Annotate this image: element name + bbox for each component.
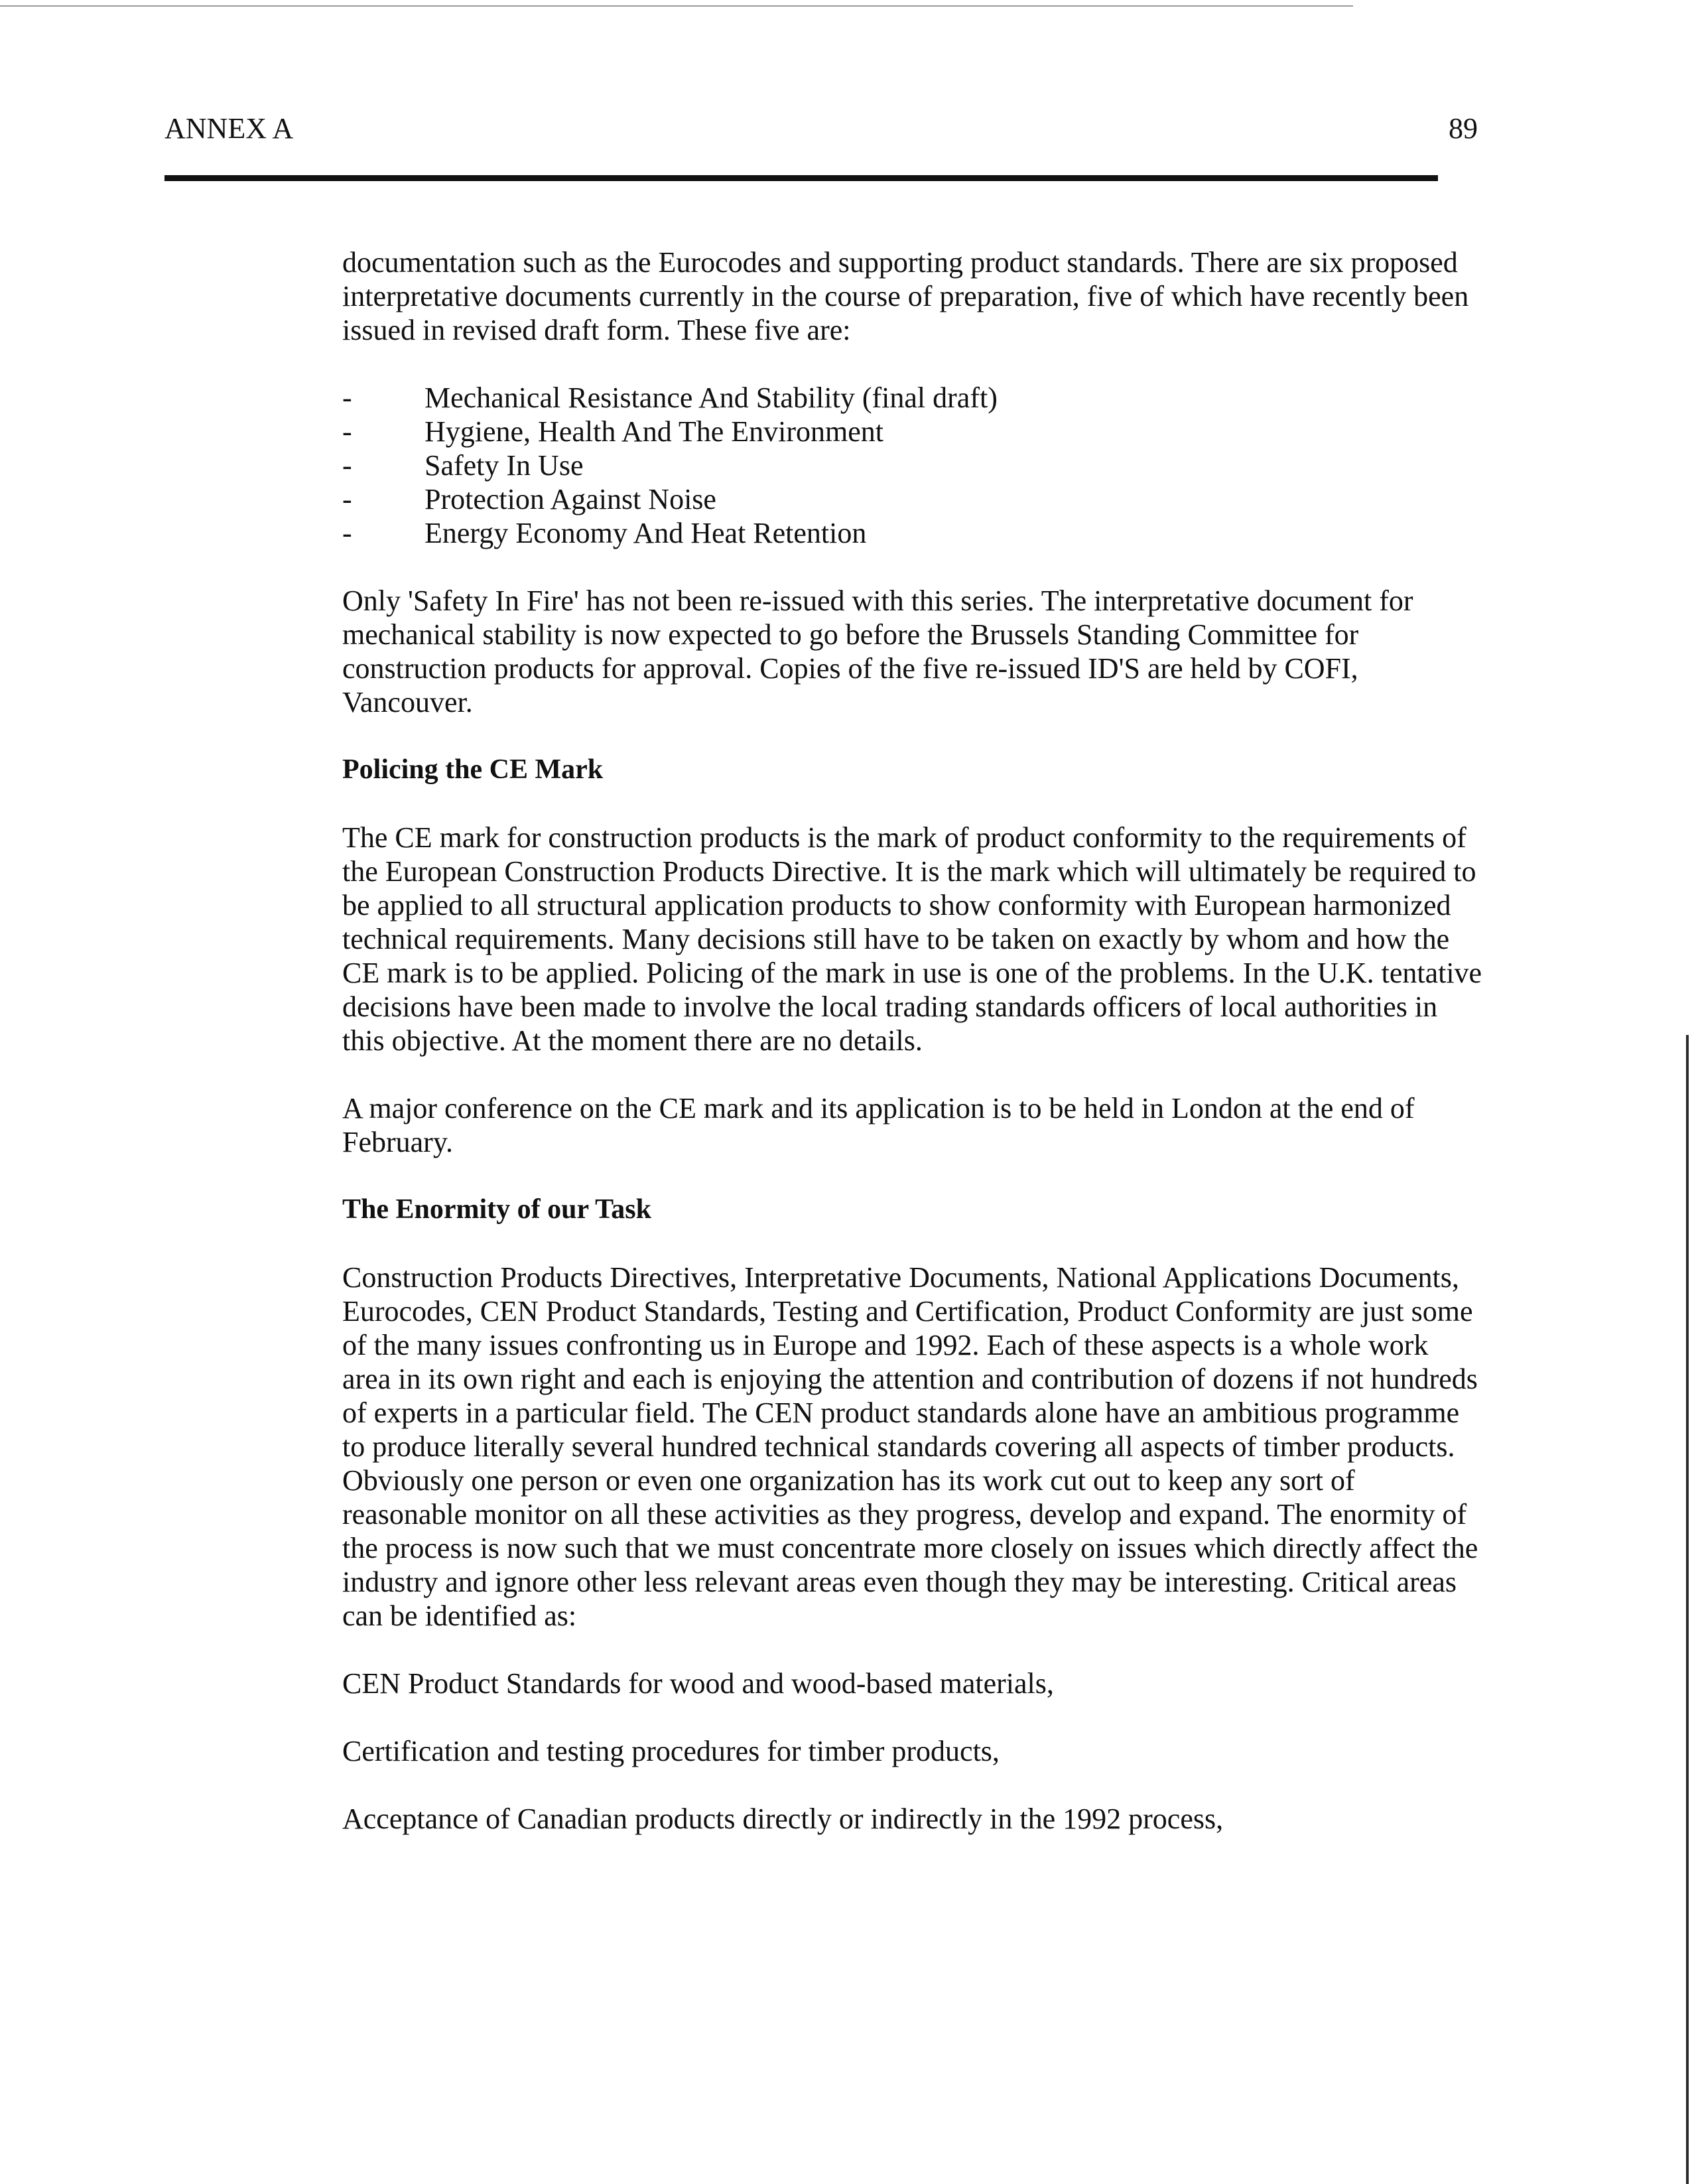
list-item-text: Hygiene, Health And The Environment: [424, 415, 884, 448]
section-heading-policing: Policing the CE Mark: [342, 754, 604, 785]
list-item: [342, 381, 1483, 415]
critical-areas: [342, 1667, 1483, 1836]
policing-paragraph: The CE mark for construction products is the mark of product conformity to the requirements of the European Construction Products Directive. It is the mark which will ultimately be required to be applied to all structural application products to show conformity with European harmonized technical requirements. Many decisions still have to be taken on exactly by whom and how the CE mark is to be applied. Policing of the mark in use is one of the problems. In the U.K. tentative decisions have been made to involve the local trading standards officers of local authorities in this objective. At the moment there are no details.: [342, 821, 1482, 1057]
conference-paragraph: A major conference on the CE mark and its application is to be held in London at the end of February.: [342, 1092, 1415, 1158]
bullet-dash: -: [342, 483, 352, 515]
list-item: [342, 482, 1483, 516]
list-item: [342, 415, 1483, 448]
interpretative-documents-list: [342, 381, 1483, 550]
safety-in-fire-paragraph: Only 'Safety In Fire' has not been re-issued with this series. The interpretative document for mechanical stability is now expected to go before the Brussels Standing Committee for construction products for approval. Copies of the five re-issued ID'S are held by COFI, Vancouver.: [342, 584, 1413, 718]
critical-area-item: Acceptance of Canadian products directly or indirectly in the 1992 process,: [342, 1803, 1224, 1835]
bullet-dash: -: [342, 449, 352, 482]
bullet-dash: -: [342, 381, 352, 414]
header-rule: [164, 175, 1438, 181]
list-item: [342, 516, 1483, 550]
intro-paragraph: documentation such as the Eurocodes and supporting product standards. There are six proposed interpretative documents currently in the course of preparation, five of which have recently been issued in revised draft form. These five are:: [342, 246, 1469, 346]
section-heading-enormity: The Enormity of our Task: [342, 1194, 651, 1225]
scan-edge-shadow: [1686, 1035, 1689, 2184]
list-item-text: Protection Against Noise: [424, 483, 716, 515]
list-item: [342, 448, 1483, 482]
bullet-dash: -: [342, 415, 352, 448]
list-item-text: Energy Economy And Heat Retention: [424, 517, 867, 549]
list-item-text: Safety In Use: [424, 449, 584, 482]
critical-area-item: Certification and testing procedures for timber products,: [342, 1735, 1000, 1767]
critical-area-item: CEN Product Standards for wood and wood-based materials,: [342, 1667, 1054, 1700]
list-item-text: Mechanical Resistance And Stability (final draft): [424, 381, 998, 414]
annex-label: ANNEX A: [164, 112, 294, 145]
bullet-dash: -: [342, 517, 352, 549]
enormity-paragraph: Construction Products Directives, Interpretative Documents, National Applications Documents, Eurocodes, CEN Product Standards, Testing and Certification, Product Conformity are just some of the many issues confronting us in Europe and 1992. Each of these aspects is a whole work area in its own right and each is enjoying the attention and contribution of dozens if not hundreds of experts in a particular field. The CEN product standards alone have an ambitious programme to produce literally several hundred technical standards covering all aspects of timber products. Obviously one person or even one organization has its work cut out to keep any sort of reasonable monitor on all these activities as they progress, develop and expand. The enormity of the process is now such that we must concentrate more closely on issues which directly affect the industry and ignore other less relevant areas even though they may be interesting. Critical areas can be identified as:: [342, 1261, 1478, 1632]
scan-edge-line: [0, 5, 1353, 7]
page-number: 89: [1449, 112, 1478, 145]
page-body: [342, 245, 1483, 1870]
